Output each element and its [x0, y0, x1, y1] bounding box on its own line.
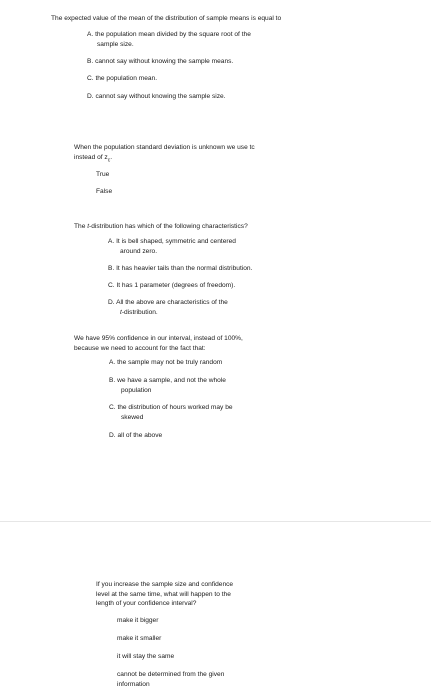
q4-option-b[interactable]: [109, 376, 226, 395]
q5-line1: If you increase the sample size and confidence: [96, 581, 234, 588]
option-text: the population mean divided by the square root of the: [95, 31, 251, 38]
q2-line2: instead of z: [74, 153, 108, 161]
option-text: we have a sample, and not the whole: [117, 377, 226, 384]
q5-option-undetermined[interactable]: [117, 670, 224, 689]
q4-option-d[interactable]: [109, 431, 162, 441]
option-letter: A.: [87, 31, 94, 38]
q3-t: t: [87, 223, 90, 230]
q1-option-a[interactable]: [87, 30, 251, 49]
option-letter: D.: [109, 432, 116, 439]
option-text: All the above are characteristics of the: [116, 299, 228, 306]
option-text: cannot be determined from the given: [117, 671, 225, 678]
q1-option-d[interactable]: [87, 92, 226, 102]
option-letter: C.: [87, 75, 94, 82]
q3-option-b[interactable]: [108, 264, 252, 274]
option-letter: B.: [87, 58, 94, 65]
option-text-cont: population: [121, 386, 152, 394]
option-letter: D.: [108, 299, 115, 306]
option-text-cont: around zero.: [120, 247, 158, 255]
q2-line2-end: .: [110, 153, 113, 161]
option-text: the population mean.: [95, 75, 158, 82]
q5-line3: length of your confidence interval?: [96, 600, 197, 607]
option-letter: A.: [109, 359, 116, 366]
q4-text: [74, 334, 243, 353]
q3-option-c[interactable]: [108, 281, 235, 291]
option-text: cannot say without knowing the sample size.: [95, 93, 226, 100]
option-text-cont: [108, 309, 158, 316]
q3-option-d[interactable]: [108, 298, 228, 317]
q2-option-false[interactable]: False: [96, 188, 113, 195]
q2-line1: When the population standard deviation is unknown we use tc: [74, 144, 255, 151]
option-text: the sample may not be truly random: [117, 359, 223, 366]
q1-option-c[interactable]: [87, 74, 157, 84]
q5-option-bigger[interactable]: make it bigger: [117, 617, 159, 624]
option-text: It has 1 parameter (degrees of freedom).: [116, 282, 236, 289]
q2-text: [74, 143, 255, 165]
section-divider: [0, 521, 431, 522]
option-text: It is bell shaped, symmetric and centered: [116, 238, 236, 245]
q4-option-c[interactable]: [109, 403, 233, 422]
q2-option-true[interactable]: True: [96, 171, 110, 178]
option-text-cont: information: [117, 680, 150, 688]
option-text-cont: skewed: [121, 413, 144, 421]
option-rest: -distribution.: [121, 308, 158, 316]
q2-sub: c: [107, 156, 111, 163]
q1-text: The expected value of the mean of the distribution of sample means is equal to: [51, 15, 282, 22]
option-text: all of the above: [117, 432, 163, 439]
q1-option-b[interactable]: [87, 57, 233, 67]
option-letter: C.: [109, 404, 116, 411]
option-text: the distribution of hours worked may be: [117, 404, 233, 411]
option-letter: D.: [87, 93, 94, 100]
option-letter: C.: [108, 282, 115, 289]
q5-option-same[interactable]: it will stay the same: [117, 653, 175, 660]
option-text: cannot say without knowing the sample means.: [95, 58, 234, 65]
q5-option-smaller[interactable]: make it smaller: [117, 635, 162, 642]
q4-option-a[interactable]: [109, 358, 222, 368]
q4-line2: because we need to account for the fact that:: [74, 344, 206, 352]
option-letter: A.: [108, 238, 115, 245]
q3-end: -distribution has which of the following characteristics?: [89, 223, 248, 230]
q5-text: [96, 580, 233, 609]
q3-start: The: [74, 223, 88, 230]
q3-text: [74, 222, 248, 232]
option-text-cont: sample size.: [97, 40, 134, 48]
option-letter: B.: [108, 265, 115, 272]
q5-line2: level at the same time, what will happen to the: [96, 590, 231, 598]
option-text: It has heavier tails than the normal distribution.: [116, 265, 253, 272]
q3-option-a[interactable]: [108, 237, 236, 256]
option-letter: B.: [109, 377, 116, 384]
option-t: t: [120, 308, 122, 316]
q4-line1: We have 95% confidence in our interval, instead of 100%,: [74, 335, 243, 342]
